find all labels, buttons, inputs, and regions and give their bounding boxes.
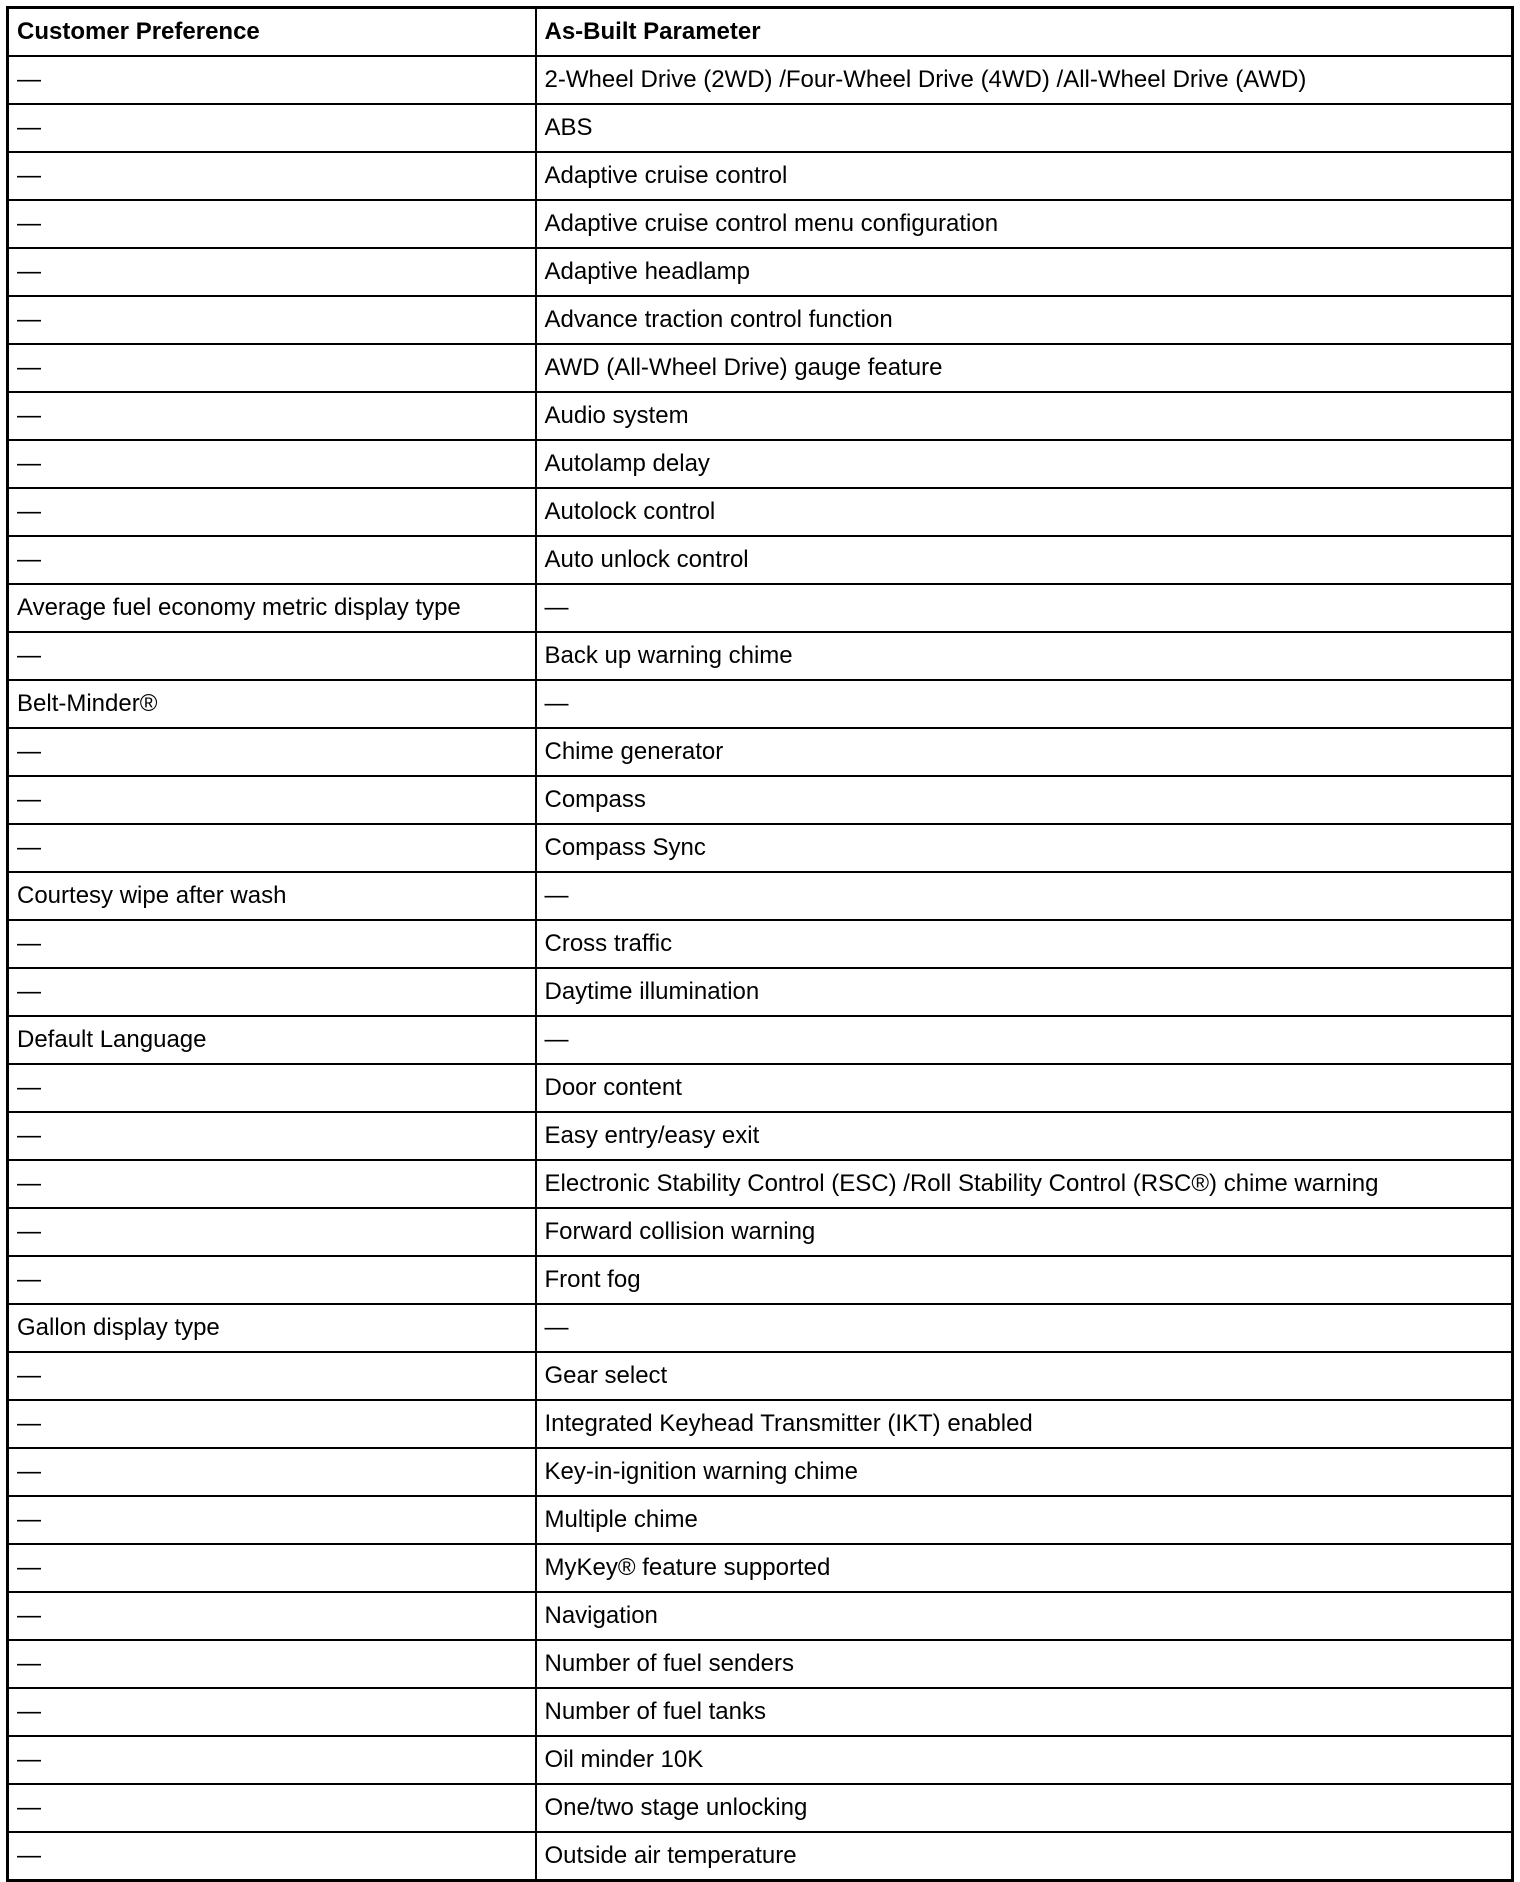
as-built-parameter-cell: Easy entry/easy exit (536, 1112, 1513, 1160)
customer-preference-cell: — (8, 1736, 536, 1784)
as-built-parameter-cell: Adaptive headlamp (536, 248, 1513, 296)
as-built-parameter-cell: Autolamp delay (536, 440, 1513, 488)
customer-preference-cell: — (8, 1400, 536, 1448)
customer-preference-cell: — (8, 56, 536, 104)
as-built-parameter-cell: Integrated Keyhead Transmitter (IKT) enabled (536, 1400, 1513, 1448)
as-built-parameter-cell: Key-in-ignition warning chime (536, 1448, 1513, 1496)
customer-preference-cell: — (8, 776, 536, 824)
customer-preference-cell: — (8, 1112, 536, 1160)
as-built-parameter-cell: Electronic Stability Control (ESC) /Roll Stability Control (RSC®) chime warning (536, 1160, 1513, 1208)
table-row (8, 968, 1513, 1016)
customer-preference-cell: — (8, 296, 536, 344)
customer-preference-cell: — (8, 536, 536, 584)
customer-preference-cell: — (8, 248, 536, 296)
as-built-parameter-cell: Adaptive cruise control menu configuration (536, 200, 1513, 248)
table-row (8, 1256, 1513, 1304)
customer-preference-cell: Belt-Minder® (8, 680, 536, 728)
as-built-parameter-cell: Outside air temperature (536, 1832, 1513, 1881)
as-built-parameter-cell: Oil minder 10K (536, 1736, 1513, 1784)
table-row (8, 296, 1513, 344)
as-built-parameter-cell: Front fog (536, 1256, 1513, 1304)
table-row (8, 1208, 1513, 1256)
table-row (8, 440, 1513, 488)
table-row (8, 1064, 1513, 1112)
customer-preference-cell: — (8, 344, 536, 392)
table-row (8, 1784, 1513, 1832)
as-built-parameter-cell: — (536, 872, 1513, 920)
table-row (8, 1352, 1513, 1400)
table-row (8, 536, 1513, 584)
as-built-parameter-cell: Compass Sync (536, 824, 1513, 872)
table-row (8, 104, 1513, 152)
table-row (8, 1448, 1513, 1496)
as-built-parameter-cell: Audio system (536, 392, 1513, 440)
table-row (8, 584, 1513, 632)
customer-preference-cell: — (8, 824, 536, 872)
table-row (8, 56, 1513, 104)
customer-preference-cell: — (8, 1256, 536, 1304)
as-built-parameter-cell: One/two stage unlocking (536, 1784, 1513, 1832)
table-row (8, 872, 1513, 920)
as-built-parameter-cell: Chime generator (536, 728, 1513, 776)
as-built-parameter-cell: — (536, 1304, 1513, 1352)
as-built-parameter-cell: Cross traffic (536, 920, 1513, 968)
as-built-parameter-cell: Forward collision warning (536, 1208, 1513, 1256)
customer-preference-cell: Average fuel economy metric display type (8, 584, 536, 632)
as-built-parameter-cell: 2-Wheel Drive (2WD) /Four-Wheel Drive (4WD) /All-Wheel Drive (AWD) (536, 56, 1513, 104)
header-customer-preference: Customer Preference (8, 8, 536, 57)
as-built-parameter-cell: Multiple chime (536, 1496, 1513, 1544)
table-row (8, 1688, 1513, 1736)
customer-preference-cell: — (8, 1688, 536, 1736)
table-row (8, 248, 1513, 296)
table-row (8, 1112, 1513, 1160)
as-built-parameter-cell: Adaptive cruise control (536, 152, 1513, 200)
customer-preference-cell: — (8, 1592, 536, 1640)
table-row (8, 728, 1513, 776)
parameter-table (6, 6, 1514, 1882)
customer-preference-cell: — (8, 920, 536, 968)
table-row (8, 1400, 1513, 1448)
as-built-parameter-cell: MyKey® feature supported (536, 1544, 1513, 1592)
as-built-parameter-cell: Number of fuel senders (536, 1640, 1513, 1688)
table-row (8, 1592, 1513, 1640)
as-built-parameter-cell: Back up warning chime (536, 632, 1513, 680)
table-row (8, 824, 1513, 872)
customer-preference-cell: Courtesy wipe after wash (8, 872, 536, 920)
table-row (8, 632, 1513, 680)
customer-preference-cell: — (8, 104, 536, 152)
customer-preference-cell: — (8, 1496, 536, 1544)
customer-preference-cell: — (8, 1208, 536, 1256)
customer-preference-cell: — (8, 1544, 536, 1592)
customer-preference-cell: — (8, 1640, 536, 1688)
customer-preference-cell: — (8, 392, 536, 440)
as-built-parameter-cell: — (536, 680, 1513, 728)
table-row (8, 1832, 1513, 1881)
table-row (8, 1304, 1513, 1352)
customer-preference-cell: Gallon display type (8, 1304, 536, 1352)
customer-preference-cell: — (8, 968, 536, 1016)
as-built-parameter-cell: Compass (536, 776, 1513, 824)
table-row (8, 152, 1513, 200)
table-row (8, 776, 1513, 824)
as-built-parameter-cell: Autolock control (536, 488, 1513, 536)
customer-preference-cell: — (8, 1448, 536, 1496)
table-row (8, 392, 1513, 440)
as-built-parameter-cell: Number of fuel tanks (536, 1688, 1513, 1736)
table-body (8, 56, 1513, 1881)
customer-preference-cell: — (8, 488, 536, 536)
as-built-parameter-cell: AWD (All-Wheel Drive) gauge feature (536, 344, 1513, 392)
table-row (8, 1496, 1513, 1544)
customer-preference-cell: — (8, 1832, 536, 1881)
as-built-parameter-cell: — (536, 1016, 1513, 1064)
customer-preference-cell: — (8, 200, 536, 248)
header-as-built-parameter: As-Built Parameter (536, 8, 1513, 57)
table-row (8, 920, 1513, 968)
as-built-parameter-cell: Door content (536, 1064, 1513, 1112)
as-built-parameter-cell: Daytime illumination (536, 968, 1513, 1016)
customer-preference-cell: — (8, 632, 536, 680)
customer-preference-cell: — (8, 1784, 536, 1832)
table-row (8, 680, 1513, 728)
table-row (8, 1736, 1513, 1784)
as-built-parameter-cell: Navigation (536, 1592, 1513, 1640)
as-built-parameter-cell: Advance traction control function (536, 296, 1513, 344)
table-header-row (8, 8, 1513, 57)
as-built-parameter-cell: — (536, 584, 1513, 632)
customer-preference-cell: — (8, 152, 536, 200)
as-built-parameter-cell: Gear select (536, 1352, 1513, 1400)
table-row (8, 344, 1513, 392)
customer-preference-cell: — (8, 440, 536, 488)
customer-preference-cell: — (8, 728, 536, 776)
customer-preference-cell: — (8, 1160, 536, 1208)
table-row (8, 488, 1513, 536)
table-row (8, 1016, 1513, 1064)
customer-preference-cell: — (8, 1352, 536, 1400)
parameter-table-container (6, 6, 1511, 1882)
table-row (8, 1160, 1513, 1208)
customer-preference-cell: — (8, 1064, 536, 1112)
table-row (8, 1544, 1513, 1592)
as-built-parameter-cell: ABS (536, 104, 1513, 152)
table-row (8, 200, 1513, 248)
customer-preference-cell: Default Language (8, 1016, 536, 1064)
table-row (8, 1640, 1513, 1688)
as-built-parameter-cell: Auto unlock control (536, 536, 1513, 584)
